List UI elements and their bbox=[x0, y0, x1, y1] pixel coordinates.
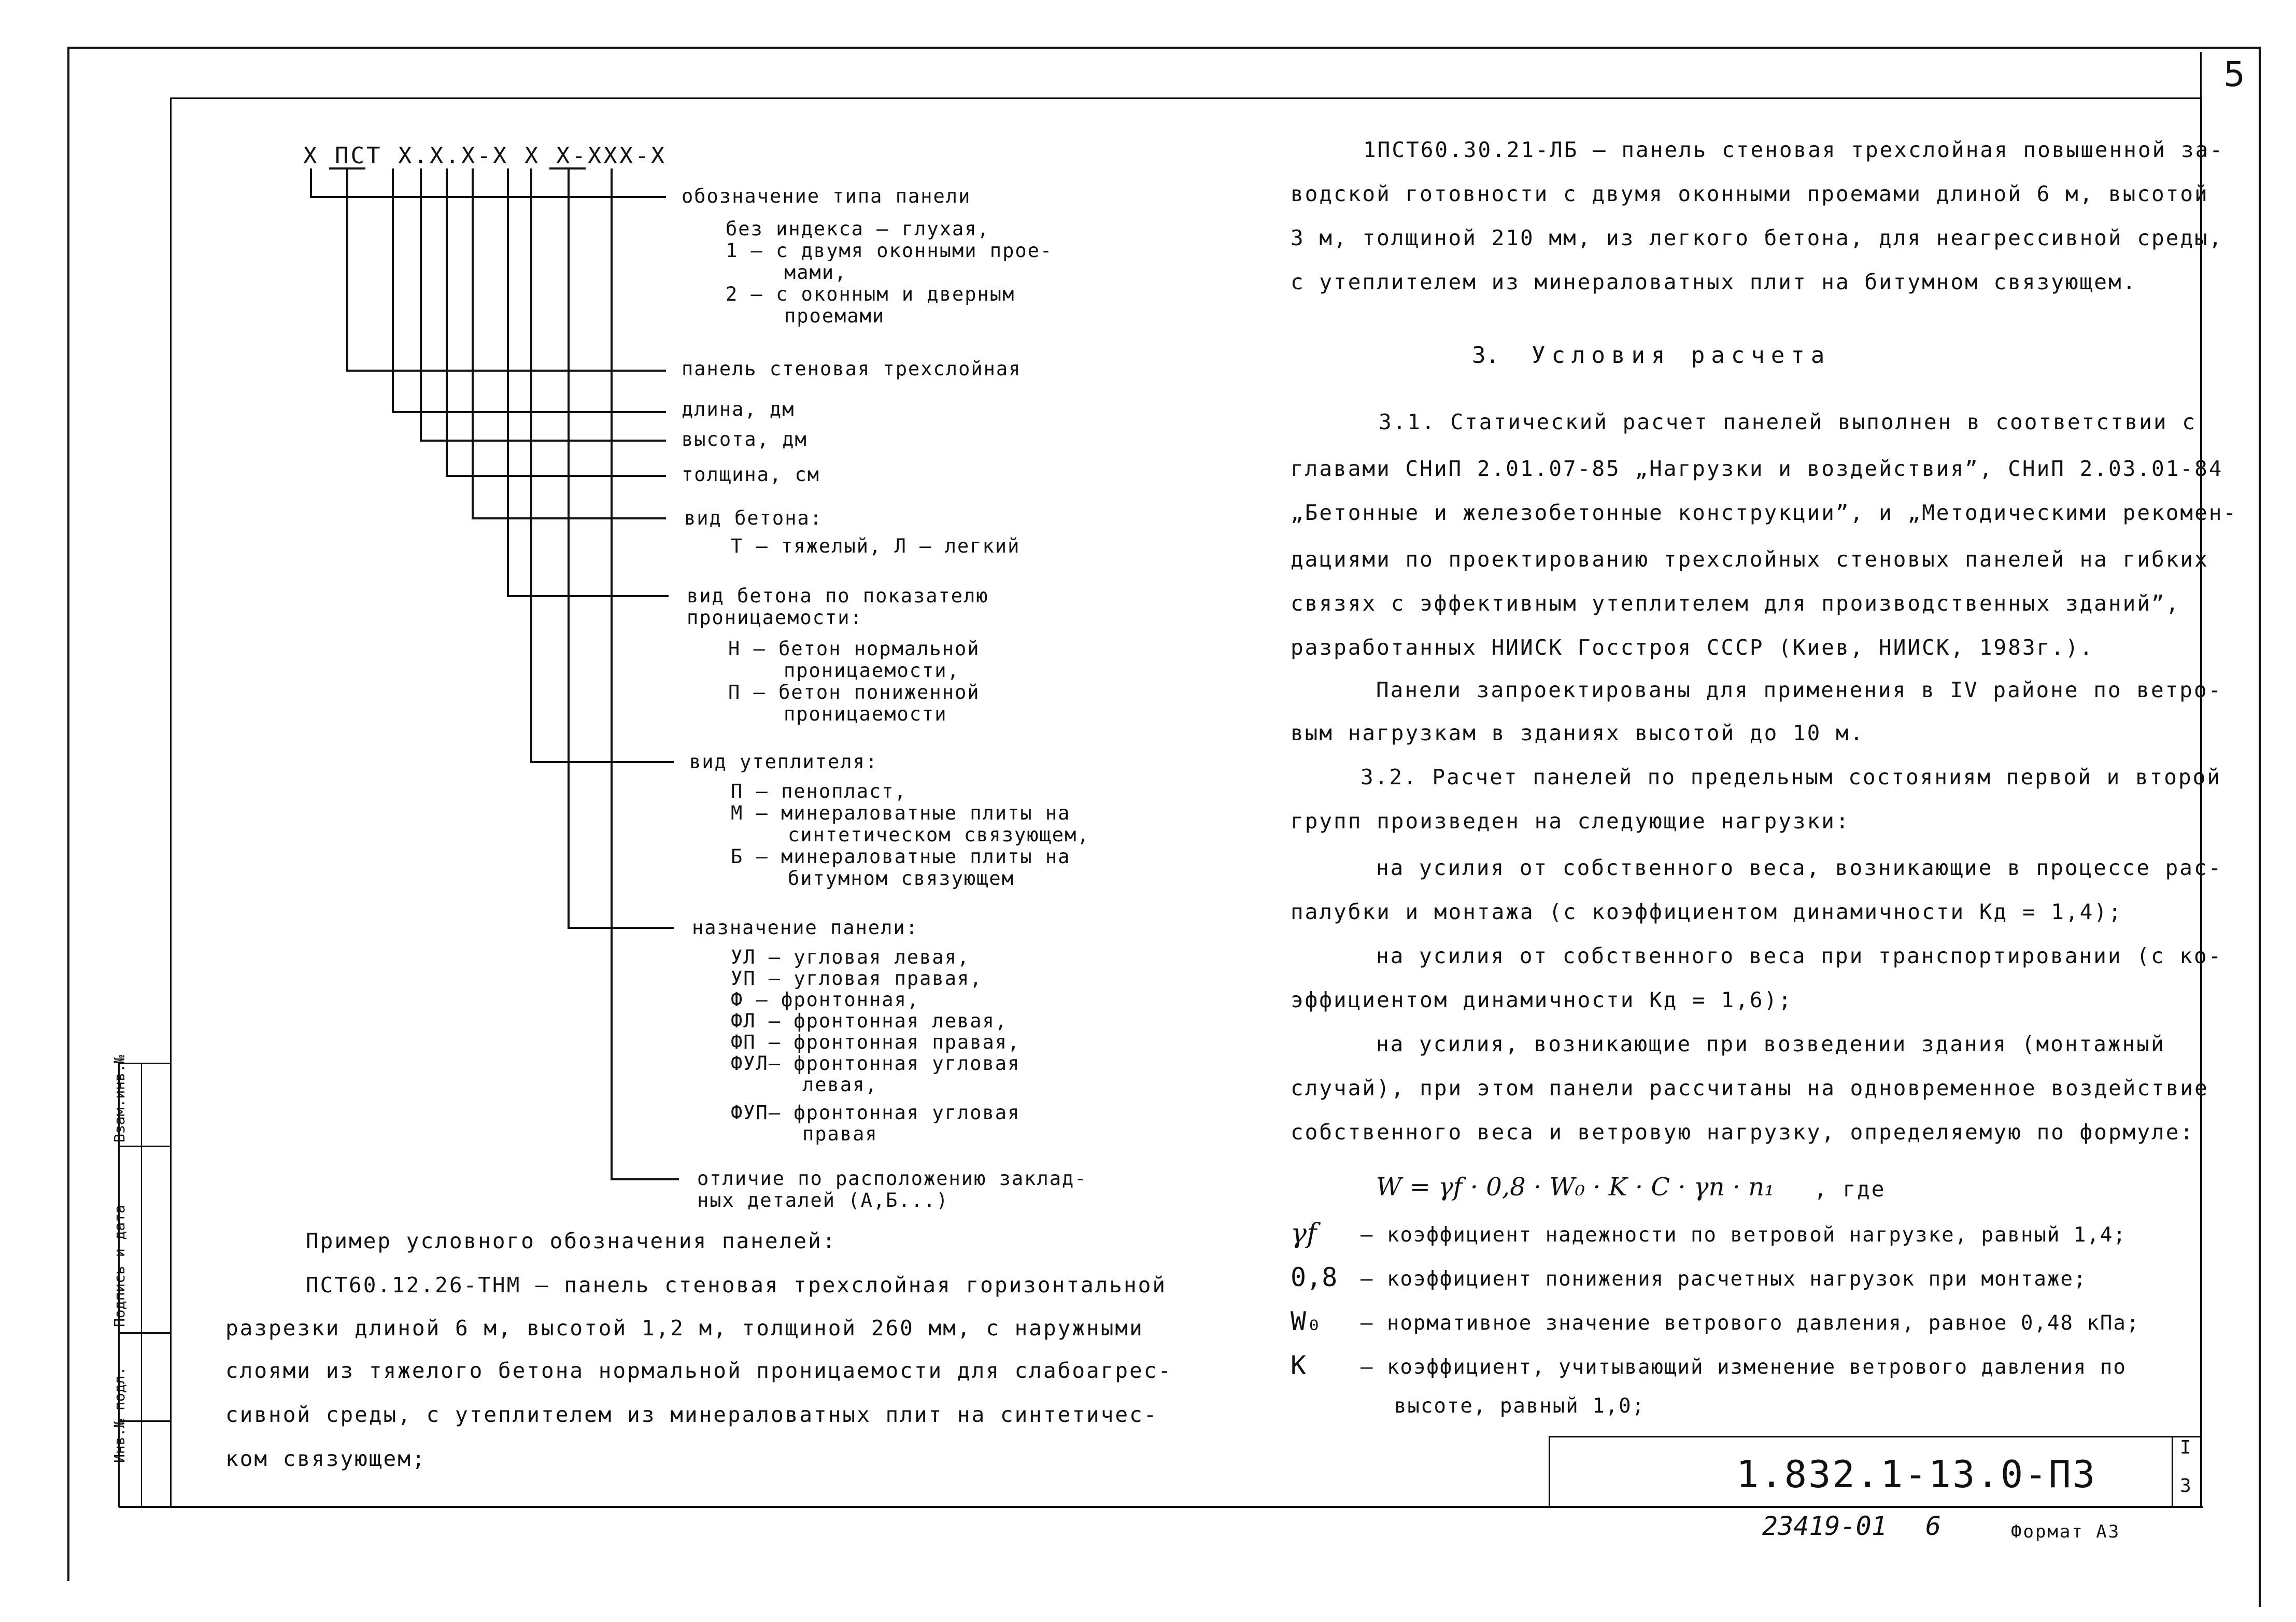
code-template: Х ПСТ Х.Х.Х-Х Х Х-ХХХ-Х bbox=[303, 143, 667, 169]
legend-type-detail: 2 – с оконным и дверным bbox=[726, 283, 1015, 305]
section-title: Условия расчета bbox=[1532, 342, 1831, 369]
definition-symbol: 0,8 bbox=[1291, 1262, 1338, 1292]
body-line: эффициентом динамичности Kд = 1,6); bbox=[1291, 988, 1793, 1012]
body-line: Панели запроектированы для применения в IV районе по ветро- bbox=[1376, 678, 2223, 702]
right-example-line: с утеплителем из минераловатных плит на битумном связующем. bbox=[1291, 270, 2137, 294]
legend-type-detail: мами, bbox=[784, 261, 847, 284]
legend-purpose-detail: ФЛ – фронтонная левая, bbox=[731, 1010, 1008, 1032]
legend-insulation-detail: М – минераловатные плиты на bbox=[731, 802, 1071, 824]
definition-text: – коэффициент надежности по ветровой нагрузке, равный 1,4; bbox=[1360, 1223, 2127, 1247]
wind-load-formula: W = γf · 0,8 · W₀ · K · C · γn · n₁ bbox=[1376, 1173, 1775, 1202]
legend-concrete-detail: Т – тяжелый, Л – легкий bbox=[731, 535, 1021, 557]
body-line: разработанных НИИСК Госстроя СССР (Киев, НИИСК, 1983г.). bbox=[1291, 635, 2094, 660]
legend-type-label: обозначение типа панели bbox=[682, 185, 971, 207]
legend-panel-label: панель стеновая трехслойная bbox=[682, 358, 1022, 380]
example-heading: Пример условного обозначения панелей: bbox=[306, 1229, 837, 1253]
legend-height-label: высота, дм bbox=[682, 428, 807, 450]
legend-insulation-detail: битумном связующем bbox=[788, 867, 1014, 890]
page-number: 5 bbox=[2223, 54, 2245, 94]
stamp-inventory-original: Инв.№ подл. bbox=[111, 1366, 128, 1463]
corner-mark-top: I bbox=[2180, 1437, 2191, 1458]
definition-text: – коэффициент понижения расчетных нагрузок при монтаже; bbox=[1360, 1267, 2087, 1291]
corner-mark-bottom: 3 bbox=[2180, 1475, 2191, 1497]
legend-purpose-detail: ФУЛ– фронтонная угловая bbox=[731, 1052, 1021, 1075]
legend-type-detail: без индекса – глухая, bbox=[726, 218, 990, 240]
body-line: 3.2. Расчет панелей по предельным состояниям первой и второй bbox=[1360, 765, 2222, 789]
body-line: на усилия, возникающие при возведении здания (монтажный bbox=[1376, 1032, 2165, 1056]
legend-permeability-label: вид бетона по показателю bbox=[687, 585, 989, 607]
formula-suffix: , где bbox=[1814, 1177, 1886, 1202]
legend-purpose-label: назначение панели: bbox=[692, 916, 918, 939]
right-example-line: 3 м, толщиной 210 мм, из легкого бетона, для неагрессивной среды, bbox=[1291, 225, 2223, 250]
legend-purpose-detail: ФП – фронтонная правая, bbox=[731, 1031, 1021, 1053]
stamp-replacement-inventory: Взам.инв.№ bbox=[111, 1055, 128, 1143]
inventory-suffix: 6 bbox=[1925, 1511, 1941, 1541]
right-example-line: 1ПСТ60.30.21-ЛБ – панель стеновая трехслойная повышенной за- bbox=[1363, 137, 2224, 162]
legend-purpose-detail: УЛ – угловая левая, bbox=[731, 946, 970, 968]
legend-embedded-parts-label: отличие по расположению заклад- bbox=[697, 1167, 1087, 1190]
legend-length-label: длина, дм bbox=[682, 398, 795, 420]
definition-text: – нормативное значение ветрового давления, равное 0,48 кПа; bbox=[1360, 1311, 2140, 1335]
legend-thickness-label: толщина, см bbox=[682, 463, 820, 486]
definition-text: – коэффициент, учитывающий изменение ветрового давления по bbox=[1360, 1356, 2127, 1379]
legend-purpose-detail: Ф – фронтонная, bbox=[731, 989, 920, 1011]
document-code: 1.832.1-13.0-ПЗ bbox=[1736, 1452, 2097, 1496]
example-line: разрезки длиной 6 м, высотой 1,2 м, толщиной 260 мм, с наружными bbox=[225, 1316, 1144, 1341]
definition-continuation: высоте, равный 1,0; bbox=[1394, 1394, 1646, 1418]
body-line: случай), при этом панели рассчитаны на одновременное воздействие bbox=[1291, 1076, 2209, 1101]
legend-embedded-parts-detail: ных деталей (А,Б...) bbox=[697, 1189, 949, 1211]
body-line: „Бетонные и железобетонные конструкции”, и „Методическими рекомен- bbox=[1291, 500, 2238, 525]
example-line: ком связующем; bbox=[225, 1446, 427, 1471]
body-line: дациями по проектированию трехслойных стеновых панелей на гибких bbox=[1291, 547, 2209, 572]
example-line: сивной среды, с утеплителем из минераловатных плит на синтетичес- bbox=[225, 1402, 1158, 1427]
legend-type-detail: проемами bbox=[784, 305, 885, 327]
body-line: собственного веса и ветровую нагрузку, определяемую по формуле: bbox=[1291, 1120, 2195, 1145]
body-line: групп произведен на следующие нагрузки: bbox=[1291, 809, 1850, 834]
legend-permeability-detail: проницаемости bbox=[784, 703, 947, 725]
legend-purpose-detail: УП – угловая правая, bbox=[731, 967, 983, 990]
legend-insulation-label: вид утеплителя: bbox=[689, 751, 878, 773]
legend-permeability-detail: Н – бетон нормальной bbox=[728, 638, 980, 660]
legend-permeability-detail: П – бетон пониженной bbox=[728, 681, 980, 703]
right-example-line: водской готовности с двумя оконными проемами длиной 6 м, высотой bbox=[1291, 181, 2209, 206]
body-line: палубки и монтажа (с коэффициентом динамичности Kд = 1,4); bbox=[1291, 899, 2123, 924]
body-line: связях с эффективным утеплителем для производственных зданий”, bbox=[1291, 591, 2180, 616]
stamp-signature-date: Подпись и дата bbox=[111, 1204, 128, 1327]
legend-type-detail: 1 – с двумя оконными прое- bbox=[726, 239, 1053, 262]
body-line: главами СНиП 2.01.07-85 „Нагрузки и воздействия”, СНиП 2.03.01-84 bbox=[1291, 456, 2223, 481]
body-line: на усилия от собственного веса, возникающие в процессе рас- bbox=[1376, 855, 2223, 880]
definition-symbol: γf bbox=[1291, 1218, 1317, 1249]
section-number: 3. bbox=[1472, 342, 1499, 369]
legend-insulation-detail: Б – минераловатные плиты на bbox=[731, 845, 1071, 868]
legend-permeability-detail: проницаемости, bbox=[784, 659, 960, 682]
inventory-number: 23419-01 bbox=[1762, 1511, 1887, 1541]
legend-purpose-detail: правая bbox=[802, 1123, 878, 1145]
body-line: 3.1. Статический расчет панелей выполнен в соответствии с bbox=[1379, 410, 2196, 434]
legend-concrete-label: вид бетона: bbox=[684, 507, 823, 529]
body-line: на усилия от собственного веса при транспортировании (с ко- bbox=[1376, 943, 2223, 968]
legend-purpose-detail: ФУП– фронтонная угловая bbox=[731, 1102, 1021, 1124]
legend-purpose-detail: левая, bbox=[802, 1074, 878, 1096]
body-line: вым нагрузкам в зданиях высотой до 10 м. bbox=[1291, 721, 1865, 745]
legend-insulation-detail: синтетическом связующем, bbox=[788, 824, 1090, 846]
legend-insulation-detail: П – пенопласт, bbox=[731, 780, 907, 802]
example-line: слоями из тяжелого бетона нормальной проницаемости для слабоагрес- bbox=[225, 1358, 1173, 1383]
definition-symbol: K bbox=[1291, 1350, 1307, 1380]
example-line: ПСТ60.12.26-ТНМ – панель стеновая трехслойная горизонтальной bbox=[306, 1273, 1167, 1297]
definition-symbol: W₀ bbox=[1291, 1306, 1322, 1336]
format-label: Формат А3 bbox=[2011, 1521, 2121, 1542]
legend-permeability-detail: проницаемости: bbox=[687, 607, 863, 629]
